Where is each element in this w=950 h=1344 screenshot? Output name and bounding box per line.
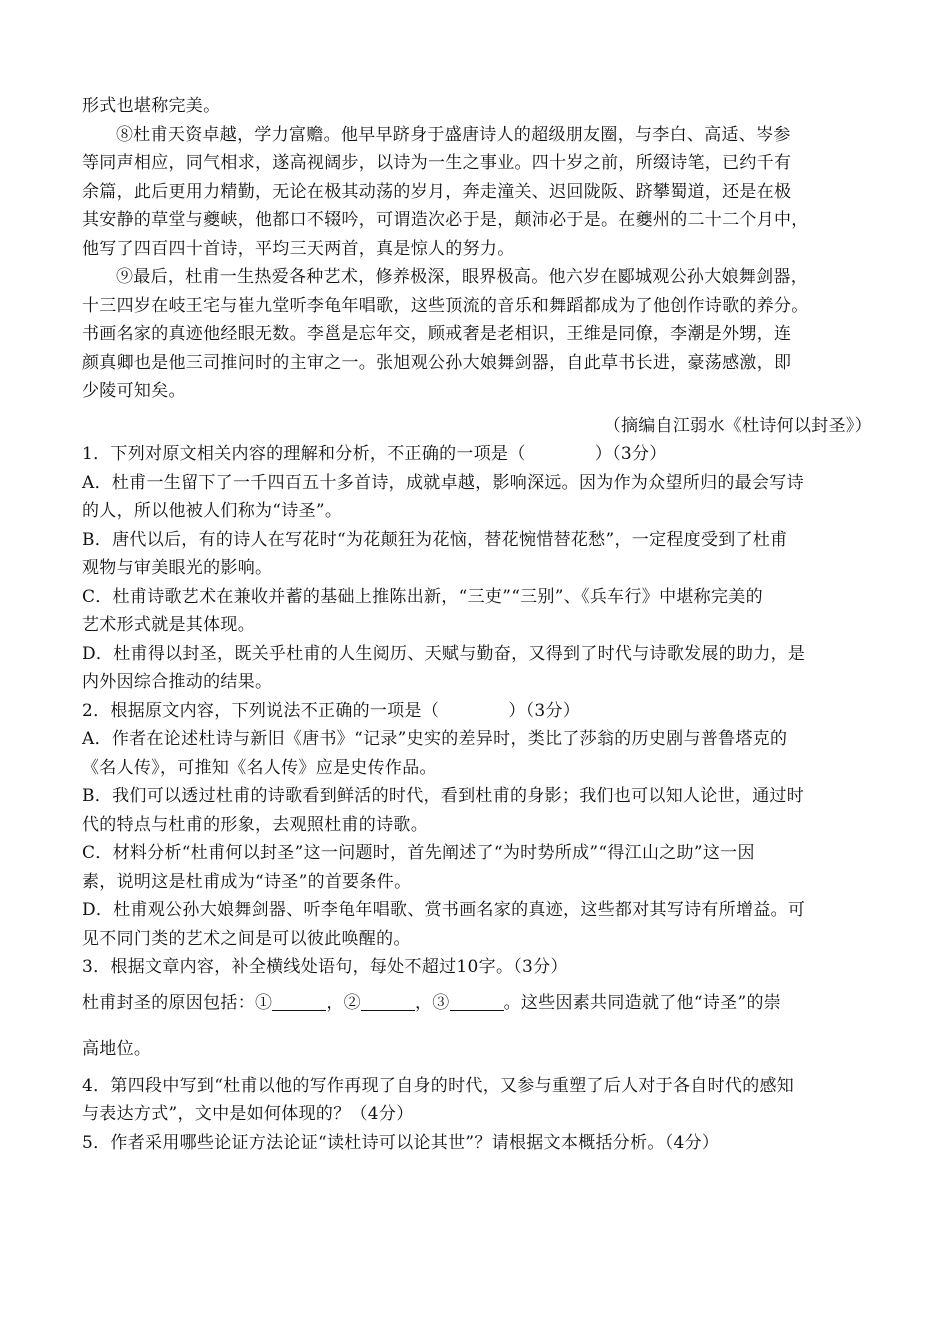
passage-line: 余篇，此后更用力精勤，无论在极其动荡的岁月，奔走潼关、迟回陇阪、跻攀蜀道，还是在极 [82, 181, 792, 202]
passage [82, 92, 872, 440]
option-line: B．我们可以透过杜甫的诗歌看到鲜活的时代，看到杜甫的身影；我们也可以知人论世，通过时 [82, 786, 805, 806]
question-4-stem: 4．第四段中写到“杜甫以他的写作再现了自身的时代，又参与重塑了后人对于各自时代的感知 [82, 1075, 795, 1096]
question-4-stem-cont: 与表达方式”，文中是如何体现的？（4分） [82, 1104, 414, 1124]
passage-line: 颜真卿也是他三司推问时的主审之一。张旭观公孙大娘舞剑器，自此草书长进，豪荡感激，即 [82, 352, 792, 373]
exam-page [82, 92, 872, 1157]
question-1 [82, 440, 872, 697]
blank-separator: ， [326, 992, 344, 1013]
passage-line: 等同声相应，同气相求，遂高视阔步，以诗为一生之事业。四十岁之前，所缀诗笔，已约千有 [82, 153, 792, 173]
question-2 [82, 697, 872, 954]
option-line: 观物与审美眼光的影响。 [82, 558, 273, 578]
paragraph-8-start: ⑧杜甫天资卓越，学力富赡。他早早跻身于盛唐诗人的超级朋友圈，与李白、高适、岑参 [116, 124, 791, 145]
passage-source: （摘编自江弱水《杜诗何以封圣》） [603, 415, 872, 436]
option-line: 内外因综合推动的结果。 [82, 672, 273, 692]
question-3-fill-tail: 高地位。 [82, 1038, 152, 1059]
blank-marker-3: ③ [432, 992, 450, 1013]
blank-marker-1: ① [255, 992, 273, 1013]
answer-blank-1[interactable] [272, 992, 326, 1011]
question-3-stem: 3．根据文章内容，补全横线处语句，每处不超过10字。（3分） [82, 957, 568, 977]
question-5-stem: 5．作者采用哪些论证方法论证“读杜诗可以论其世”？请根据文本概括分析。（4分） [82, 1132, 720, 1153]
option-line: C．材料分析“杜甫何以封圣”这一问题时，首先阐述了“为时势所成”“得江山之助”这一因 [82, 843, 755, 863]
paragraph-9-start: ⑨最后，杜甫一生热爱各种艺术，修养极深，眼界极高。他六岁在郾城观公孙大娘舞剑器， [116, 267, 808, 287]
passage-line: 书画名家的真迹他经眼无数。李邕是忘年交，顾戒奢是老相识，王维是同僚，李潮是外甥，连 [82, 324, 792, 344]
fill-suffix: 。这些因素共同造就了他“诗圣”的崇 [503, 992, 782, 1013]
option-line: 艺术形式就是其体现。 [82, 615, 255, 635]
question-4 [82, 1072, 872, 1129]
passage-line: 十三四岁在岐王宅与崔九堂听李龟年唱歌，这些顶流的音乐和舞蹈都成为了他创作诗歌的养分。 [82, 295, 809, 316]
question-3-fill-line [82, 986, 872, 1020]
question-2-stem: 2．根据原文内容，下列说法不正确的一项是（ ）（3分） [82, 700, 581, 721]
answer-blank-2[interactable] [361, 992, 415, 1011]
passage-line: 形式也堪称完美。 [82, 96, 221, 116]
option-line: C．杜甫诗歌艺术在兼收并蓄的基础上推陈出新，“三吏”“三别”、《兵车行》中堪称完美的 [82, 586, 763, 607]
answer-blank-3[interactable] [450, 992, 504, 1011]
option-line: 素，说明这是杜甫成为“诗圣”的首要条件。 [82, 871, 412, 892]
option-line: D．杜甫得以封圣，既关乎杜甫的人生阅历、天赋与勤奋，又得到了时代与诗歌发展的助力，是 [82, 643, 806, 664]
passage-line: 少陵可知矣。 [82, 381, 186, 401]
question-3 [82, 953, 872, 1066]
question-5 [82, 1129, 872, 1158]
fill-prefix: 杜甫封圣的原因包括： [82, 992, 255, 1013]
blank-marker-2: ② [343, 992, 361, 1013]
option-line: A．作者在论述杜诗与新旧《唐书》“记录”史实的差异时，类比了莎翁的历史剧与普鲁塔克的 [82, 729, 788, 749]
option-line: 《名人传》，可推知《名人传》应是史传作品。 [82, 757, 437, 778]
option-line: B．唐代以后，有的诗人在写花时“为花颠狂为花恼，替花惋惜替花愁”，一定程度受到了杜甫 [82, 529, 788, 550]
option-line: 代的特点与杜甫的形象，去观照杜甫的诗歌。 [82, 814, 428, 835]
option-line: D．杜甫观公孙大娘舞剑器、听李龟年唱歌、赏书画名家的真迹，这些都对其写诗有所增益。可 [82, 900, 806, 920]
blank-separator: ， [414, 992, 433, 1013]
option-line: 见不同门类的艺术之间是可以彼此唤醒的。 [82, 928, 411, 949]
option-line: A．杜甫一生留下了一千四百五十多首诗，成就卓越，影响深远。因为作为众望所归的最会写诗 [82, 472, 804, 493]
option-line: 的人，所以他被人们称为“诗圣”。 [82, 501, 343, 521]
passage-line: 其安静的草堂与夔峡，他都口不辍吟，可谓造次必于是，颠沛必于是。在夔州的二十二个月中， [82, 210, 809, 230]
passage-line: 他写了四百四十首诗，平均三天两首，真是惊人的努力。 [82, 238, 515, 259]
question-1-stem: 1．下列对原文相关内容的理解和分析，不正确的一项是（ ）（3分） [82, 444, 667, 464]
